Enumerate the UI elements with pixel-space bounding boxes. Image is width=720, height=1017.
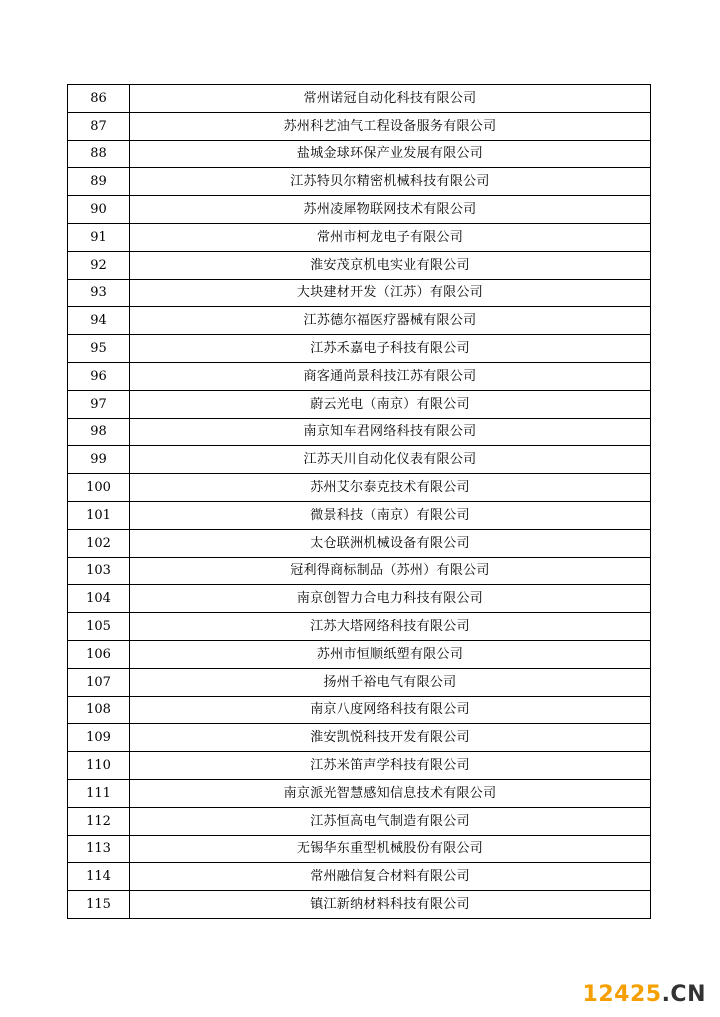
company-name-cell: 江苏天川自动化仪表有限公司 [130, 446, 651, 474]
row-number-cell: 93 [68, 279, 130, 307]
table-row [68, 835, 651, 863]
company-name-cell: 江苏特贝尔精密机械科技有限公司 [130, 168, 651, 196]
watermark-domain: .CN [661, 982, 706, 1007]
company-name-cell: 苏州市恒顺纸塑有限公司 [130, 640, 651, 668]
row-number-cell: 88 [68, 140, 130, 168]
company-name-cell: 淮安茂京机电实业有限公司 [130, 251, 651, 279]
table-row [68, 724, 651, 752]
table-row [68, 585, 651, 613]
company-name-cell: 微景科技（南京）有限公司 [130, 501, 651, 529]
table-row [68, 362, 651, 390]
row-number-cell: 107 [68, 668, 130, 696]
watermark-number: 12425 [582, 982, 662, 1007]
company-name-cell: 江苏大塔网络科技有限公司 [130, 613, 651, 641]
row-number-cell: 98 [68, 418, 130, 446]
table-row [68, 140, 651, 168]
table-row [68, 418, 651, 446]
row-number-cell: 112 [68, 807, 130, 835]
table-row [68, 891, 651, 919]
table-row [68, 474, 651, 502]
company-list-body [68, 85, 651, 919]
row-number-cell: 96 [68, 362, 130, 390]
row-number-cell: 108 [68, 696, 130, 724]
company-name-cell: 苏州艾尔泰克技术有限公司 [130, 474, 651, 502]
company-name-cell: 南京八度网络科技有限公司 [130, 696, 651, 724]
table-row [68, 446, 651, 474]
company-name-cell: 江苏禾嘉电子科技有限公司 [130, 335, 651, 363]
row-number-cell: 97 [68, 390, 130, 418]
company-name-cell: 大块建材开发（江苏）有限公司 [130, 279, 651, 307]
row-number-cell: 102 [68, 529, 130, 557]
row-number-cell: 105 [68, 613, 130, 641]
company-name-cell: 冠利得商标制品（苏州）有限公司 [130, 557, 651, 585]
table-row [68, 557, 651, 585]
row-number-cell: 91 [68, 223, 130, 251]
row-number-cell: 94 [68, 307, 130, 335]
row-number-cell: 90 [68, 196, 130, 224]
company-name-cell: 扬州千裕电气有限公司 [130, 668, 651, 696]
company-name-cell: 镇江新纳材料科技有限公司 [130, 891, 651, 919]
table-row [68, 196, 651, 224]
company-name-cell: 常州市柯龙电子有限公司 [130, 223, 651, 251]
table-row [68, 223, 651, 251]
row-number-cell: 110 [68, 752, 130, 780]
row-number-cell: 109 [68, 724, 130, 752]
row-number-cell: 87 [68, 112, 130, 140]
table-row [68, 112, 651, 140]
table-row [68, 696, 651, 724]
table-row [68, 501, 651, 529]
row-number-cell: 86 [68, 85, 130, 113]
table-row [68, 807, 651, 835]
company-name-cell: 蔚云光电（南京）有限公司 [130, 390, 651, 418]
row-number-cell: 103 [68, 557, 130, 585]
company-name-cell: 江苏德尔福医疗器械有限公司 [130, 307, 651, 335]
row-number-cell: 100 [68, 474, 130, 502]
row-number-cell: 106 [68, 640, 130, 668]
company-name-cell: 苏州科艺油气工程设备服务有限公司 [130, 112, 651, 140]
row-number-cell: 101 [68, 501, 130, 529]
row-number-cell: 115 [68, 891, 130, 919]
company-name-cell: 淮安凯悦科技开发有限公司 [130, 724, 651, 752]
table-row [68, 85, 651, 113]
company-name-cell: 南京派光智慧感知信息技术有限公司 [130, 779, 651, 807]
company-name-cell: 商客通尚景科技江苏有限公司 [130, 362, 651, 390]
company-name-cell: 盐城金球环保产业发展有限公司 [130, 140, 651, 168]
table-row [68, 668, 651, 696]
table-row [68, 779, 651, 807]
table-row [68, 390, 651, 418]
table-row [68, 307, 651, 335]
row-number-cell: 92 [68, 251, 130, 279]
company-name-cell: 太仓联洲机械设备有限公司 [130, 529, 651, 557]
company-name-cell: 无锡华东重型机械股份有限公司 [130, 835, 651, 863]
row-number-cell: 113 [68, 835, 130, 863]
table-row [68, 168, 651, 196]
table-row [68, 863, 651, 891]
row-number-cell: 89 [68, 168, 130, 196]
site-watermark [583, 982, 706, 1007]
row-number-cell: 111 [68, 779, 130, 807]
table-row [68, 613, 651, 641]
table-row [68, 640, 651, 668]
company-name-cell: 南京知车君网络科技有限公司 [130, 418, 651, 446]
company-name-cell: 常州融信复合材料有限公司 [130, 863, 651, 891]
table-row [68, 335, 651, 363]
table-row [68, 529, 651, 557]
company-name-cell: 江苏恒高电气制造有限公司 [130, 807, 651, 835]
row-number-cell: 99 [68, 446, 130, 474]
company-name-cell: 苏州凌犀物联网技术有限公司 [130, 196, 651, 224]
table-row [68, 752, 651, 780]
company-list-table [67, 84, 651, 919]
company-name-cell: 江苏米笛声学科技有限公司 [130, 752, 651, 780]
row-number-cell: 95 [68, 335, 130, 363]
company-name-cell: 常州诺冠自动化科技有限公司 [130, 85, 651, 113]
table-row [68, 251, 651, 279]
row-number-cell: 114 [68, 863, 130, 891]
row-number-cell: 104 [68, 585, 130, 613]
company-name-cell: 南京创智力合电力科技有限公司 [130, 585, 651, 613]
table-row [68, 279, 651, 307]
